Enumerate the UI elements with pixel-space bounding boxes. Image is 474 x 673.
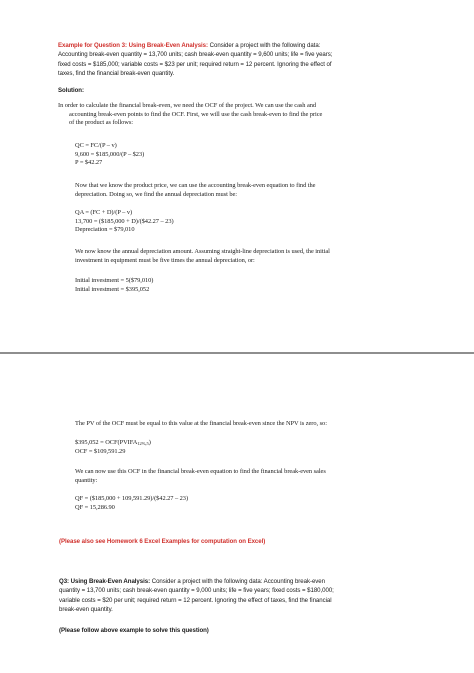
document-page-2 bbox=[0, 354, 474, 673]
example-line: fixed costs = $185,000; variable costs = $23 per unit; required return = 12 percent. Ignoring the effect of bbox=[58, 60, 332, 68]
q3-first-line bbox=[59, 577, 429, 586]
financial-breakeven-equations bbox=[75, 495, 188, 512]
q3-line: variable costs = $20 per unit; required return = 12 percent. Ignoring the effect of taxes, find the financial bbox=[59, 596, 332, 604]
example-heading: Example for Question 3: Using Break-Even Analysis: bbox=[58, 42, 209, 49]
equation-line: QA = (FC + D)/(P – v) bbox=[75, 209, 133, 216]
example-line: Accounting break-even quantity = 13,700 units; cash break-even quantity = 9,600 units; life = five years; bbox=[58, 51, 333, 59]
ocf-paragraph bbox=[75, 468, 445, 485]
equation-line: QC = FC/(P – v) bbox=[75, 142, 117, 149]
accounting-paragraph bbox=[75, 182, 445, 199]
paragraph-line: Now that we know the product price, we can use the accounting break-even equation to find the bbox=[75, 182, 316, 189]
q3-line: quantity = 13,700 units; cash break-even quantity = 9,000 units; life = five years; fixed costs = $180,000; bbox=[59, 587, 334, 595]
depreciation-equations bbox=[75, 209, 174, 235]
intro-line: In order to calculate the financial break-even, we need the OCF of the project. We can use the cash and bbox=[58, 102, 317, 109]
investment-equations bbox=[75, 277, 153, 294]
equation-line: QF = ($185,000 + 109,591.29)/($42.27 – 23) bbox=[75, 495, 189, 502]
equation-line: Initial investment = $395,052 bbox=[75, 285, 150, 293]
paragraph-line: We now know the annual depreciation amount. Assuming straight-line depreciation is used, the initial bbox=[75, 248, 330, 255]
q3-paragraph bbox=[59, 577, 429, 615]
paragraph-line: quantity: bbox=[75, 476, 98, 484]
pv-paragraph bbox=[75, 420, 455, 429]
investment-paragraph bbox=[75, 248, 445, 265]
intro-line: of the product as follows: bbox=[69, 119, 134, 127]
price-equations bbox=[75, 142, 144, 168]
example-paragraph bbox=[58, 41, 428, 79]
example-first-line bbox=[58, 41, 428, 50]
equation-line: Initial investment = 5($79,010) bbox=[75, 277, 154, 284]
equation-line bbox=[75, 439, 151, 448]
paragraph-line: investment in equipment must be five times the annual depreciation, or: bbox=[75, 256, 255, 264]
equation-part: $395,052 = OCF(PVIFA bbox=[75, 439, 138, 446]
q3-body-first: Consider a project with the following data: Accounting break-even bbox=[150, 578, 325, 585]
q3-heading: Q3: Using Break-Even Analysis: bbox=[59, 578, 151, 585]
paragraph-line: We can now use this OCF in the financial break-even equation to find the financial break-even sales bbox=[75, 468, 326, 475]
example-line: taxes, find the financial break-even quantity. bbox=[58, 70, 175, 78]
follow-note: (Please follow above example to solve this question) bbox=[59, 627, 209, 634]
excel-note: (Please also see Homework 6 Excel Examples for computation on Excel) bbox=[59, 538, 266, 545]
solution-intro bbox=[58, 102, 438, 128]
equation-line: Depreciation = $79,010 bbox=[75, 226, 135, 234]
equation-line: 9,600 = $185,000/(P – $23) bbox=[75, 150, 145, 158]
equation-line: QF = 15,286.90 bbox=[75, 503, 115, 511]
intro-line: accounting break-even points to find the OCF. First, we will use the cash break-even to find the price bbox=[69, 110, 323, 118]
paragraph-line: The PV of the OCF must be equal to this value at the financial break-even since the NPV is zero, so: bbox=[75, 420, 327, 427]
solution-label: Solution: bbox=[58, 87, 84, 94]
ocf-equations bbox=[75, 439, 151, 456]
paragraph-line: depreciation. Doing so, we find the annual depreciation must be: bbox=[75, 190, 238, 198]
equation-part: ) bbox=[148, 439, 151, 446]
equation-line: 13,700 = ($185,000 + D)/($42.27 – 23) bbox=[75, 217, 174, 225]
example-body-first: Consider a project with the following data: bbox=[208, 42, 321, 49]
equation-line: P = $42.27 bbox=[75, 159, 103, 167]
q3-line: break-even quantity. bbox=[59, 606, 113, 614]
equation-line: OCF = $109,591.29 bbox=[75, 447, 126, 455]
equation-subscript: 12%,5 bbox=[137, 441, 149, 446]
